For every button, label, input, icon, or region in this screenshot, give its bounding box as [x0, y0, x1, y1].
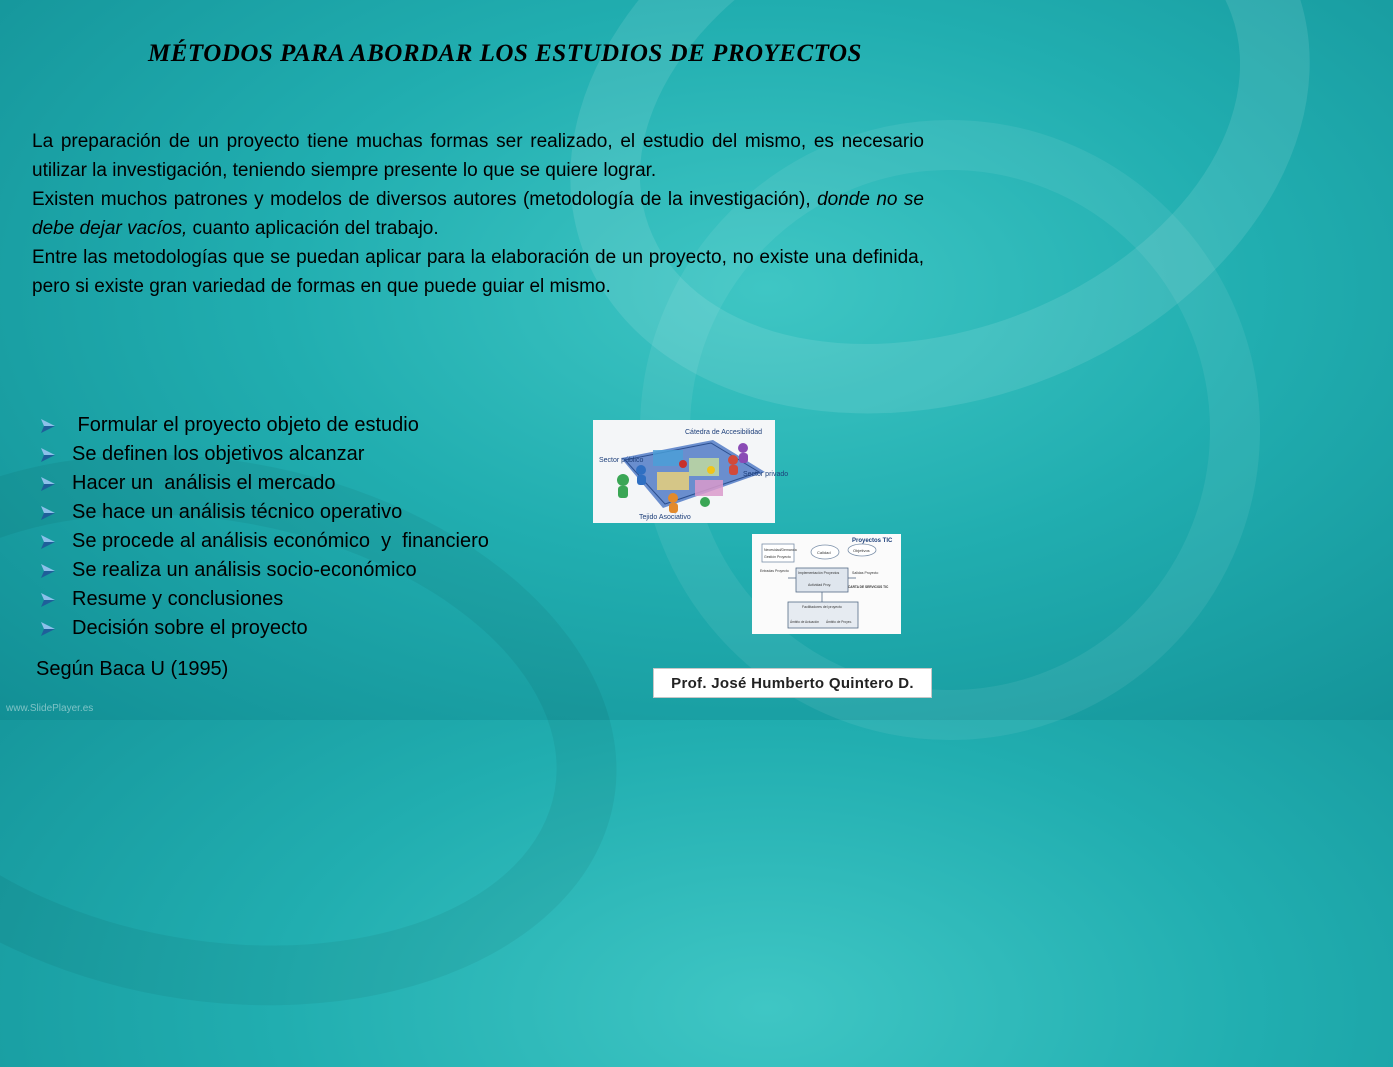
diagram-label: Calidad: [817, 550, 831, 555]
diagram-label: Facilitadores del proyecto: [802, 605, 842, 609]
arrow-icon: [40, 534, 56, 550]
list-item-label: Resume y conclusiones: [72, 588, 284, 610]
diagram-label: Sector público: [599, 457, 644, 464]
list-item-label: Hacer un análisis el mercado: [72, 472, 336, 494]
body-text: [32, 127, 924, 301]
paragraph: Entre las metodologías que se puedan aplicar para la elaboración de un proyecto, no existe una definida, pero si existe gran variedad de formas en que puede guiar el mismo.: [32, 247, 924, 297]
author-badge: Prof. José Humberto Quintero D.: [653, 668, 932, 698]
list-item-label: Se hace un análisis técnico operativo: [72, 501, 403, 523]
diagram-label: Ámbito de Proyec.: [826, 620, 853, 624]
arrow-icon: [40, 476, 56, 492]
arrow-icon: [40, 505, 56, 521]
paragraph: La preparación de un proyecto tiene muchas formas ser realizado, el estudio del mismo, es necesario utilizar la investigación, teniendo siempre presente lo que se quiere lograr.: [32, 131, 924, 181]
diagram-label: Necesidad/Demanda: [764, 548, 797, 552]
diagram-label: Ámbito de Actuación: [790, 620, 820, 624]
list-item-label: Se realiza un análisis socio-económico: [72, 559, 417, 581]
list-item-label: Se definen los objetivos alcanzar: [72, 443, 365, 465]
list-item: [40, 585, 489, 614]
diagram-label: Salidas Proyecto: [852, 571, 879, 575]
list-item: [40, 411, 489, 440]
arrow-icon: [40, 563, 56, 579]
arrow-icon: [40, 621, 56, 637]
paragraph-text: cuanto aplicación del trabajo.: [187, 218, 439, 239]
paragraph: [32, 185, 924, 243]
list-item: [40, 498, 489, 527]
diagram-label: Implementación Proyectos: [798, 571, 840, 575]
paragraph-text: Existen muchos patrones y modelos de diversos autores (metodología de la investigación),: [32, 189, 818, 210]
diagram-label: Sector privado: [743, 471, 789, 478]
tic-projects-diagram-illustration: [752, 534, 901, 634]
watermark: www.SlidePlayer.es: [6, 703, 94, 714]
diagram-label: Proyectos TIC: [852, 538, 893, 544]
list-item: [40, 440, 489, 469]
diagram-label: Cátedra de Accesibilidad: [685, 429, 763, 436]
arrow-icon: [40, 592, 56, 608]
diagram-label: Gestión Proyecto: [764, 555, 791, 559]
diagram-label: CARTA DE SERVICIOS TIC: [848, 585, 889, 589]
slide-title: MÉTODOS PARA ABORDAR LOS ESTUDIOS DE PROYECTOS: [148, 40, 862, 67]
list-item-label: Decisión sobre el proyecto: [72, 617, 308, 639]
accessibility-diagram-illustration: [593, 420, 789, 523]
tic-projects-diagram-image: [752, 534, 901, 634]
list-item: [40, 527, 489, 556]
source-citation: Según Baca U (1995): [36, 658, 229, 680]
diagram-label: Tejido Asociativo: [639, 514, 691, 521]
paragraph-italic-text: donde no se debe dejar vacíos,: [32, 189, 925, 239]
list-item-label: Formular el proyecto objeto de estudio: [72, 414, 419, 436]
diagram-label: Objetivos: [853, 548, 870, 553]
list-item: [40, 614, 489, 643]
arrow-icon: [40, 418, 56, 434]
accessibility-diagram-image: [593, 420, 789, 523]
diagram-label: Actividad Proy.: [808, 583, 832, 587]
list-item-label: Se procede al análisis económico y financiero: [72, 530, 489, 552]
diagram-label: Entradas Proyecto: [760, 569, 789, 573]
list-item: [40, 556, 489, 585]
list-item: [40, 469, 489, 498]
arrow-icon: [40, 447, 56, 463]
steps-list: [40, 411, 489, 643]
